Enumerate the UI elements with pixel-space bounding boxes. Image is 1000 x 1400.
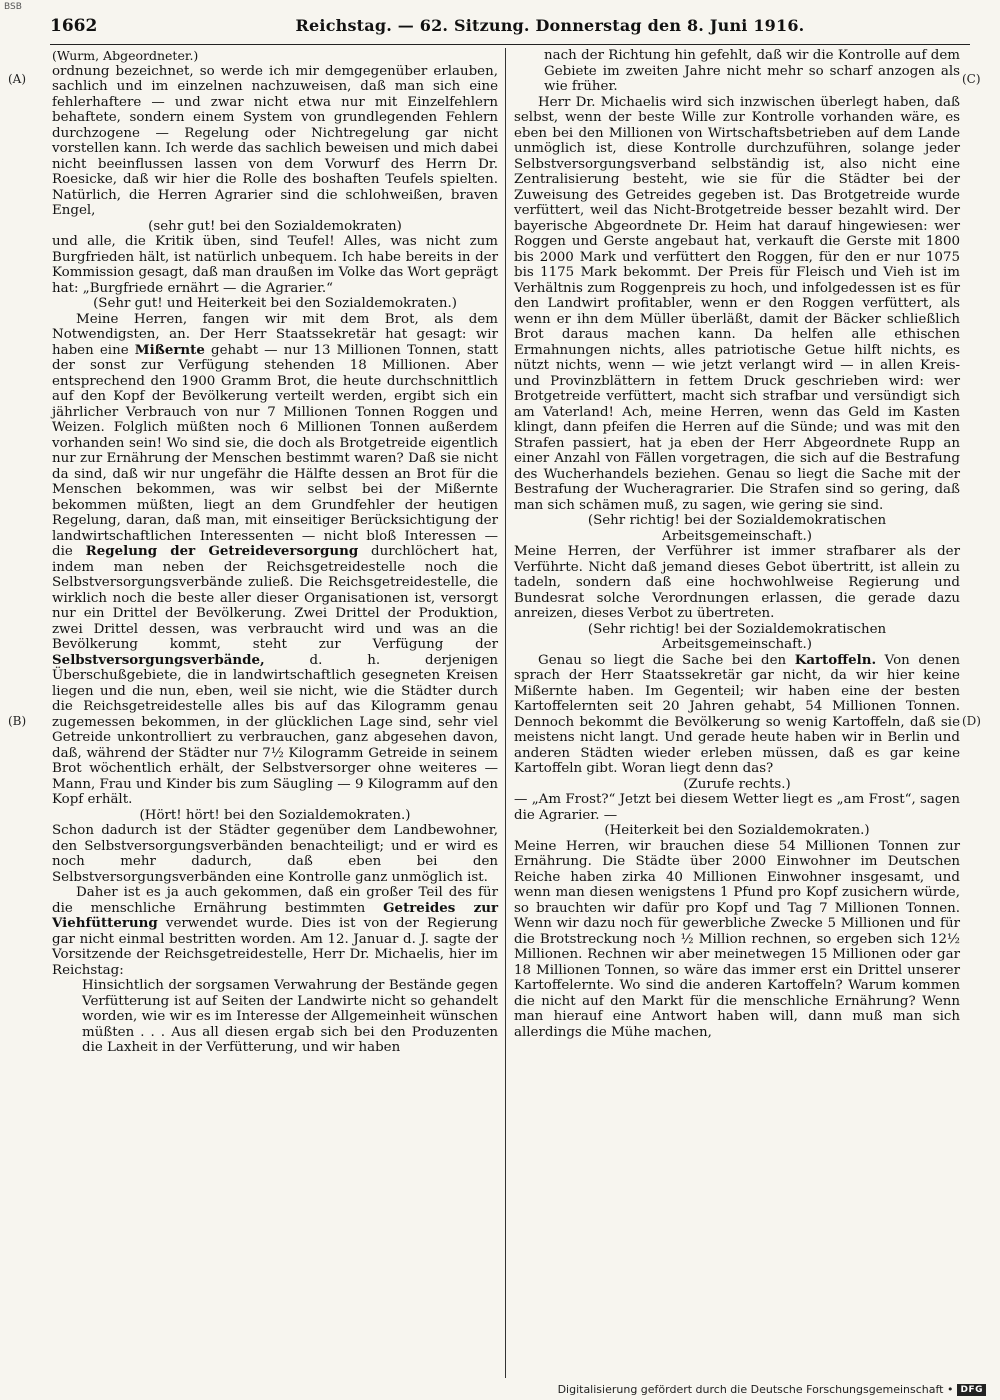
paragraph: — „Am Frost?“ Jetzt bei diesem Wetter liegt es „am Frost“, sagen die Agrarier. — [514, 792, 960, 823]
paragraph: Meine Herren, fangen wir mit dem Brot, als dem Notwendigsten, an. Der Herr Staatssekretär hat gesagt: wir haben eine Mißernte gehabt — nur 13 Millionen Tonnen, statt der sonst zur Verfügung stehenden 18 Millionen. Aber entsprechend den 1900 Gramm Brot, die heute durchschnittlich auf den Kopf der Bevölkerung verteilt werden, ergibt sich ein jährlicher Verbrauch von nur 7 Millionen Tonnen Roggen und Weizen. Folglich müßten noch 6 Millionen Tonnen außerdem vorhanden sein! Wo sind sie, die doch als Brotgetreide eigentlich nur zur Ernährung der Menschen bestimmt waren? Daß sie nicht da sind, daß wir nur ungefähr die Hälfte dessen an Brot für die Menschen bekommen, was wir selbst bei der Mißernte bekommen müßten, liegt an dem Grundfehler der heutigen Regelung, daran, daß man, mit einseitiger Berücksichtigung der landwirtschaftlichen Interessenten — nicht bloß Interessen — die Regelung der Getreideversorgung durchlöchert hat, indem man neben der Reichsgetreidestelle noch die Selbstversorgungsverbände zuließ. Die Reichsgetreidestelle, die wirklich noch die beste aller dieser Organisationen ist, versorgt nur ein Drittel der Bevölkerung. Zwei Drittel der Produktion, zwei Drittel dessen, was verbraucht wird und was an die Bevölkerung kommt, steht zur Verfügung der Selbstversorgungsverbände, d. h. derjenigen Überschußgebiete, die in landwirtschaftlich gesegneten Kreisen liegen und die nun, eben, weil sie nicht, wie die Städter durch die Reichsgetreidestelle alles bis auf das Kilogramm genau zugemessen bekommen, in der glücklichen Lage sind, sehr viel Getreide unkontrolliert zu verbrauchen, ganz abgesehen davon, daß, während der Städter nur 7½ Kilogramm Getreide in seinem Brot wöchentlich erhält, der Selbstversorger ohne weiteres — Mann, Frau und Kinder bis zum Säugling — 9 Kilogramm auf den Kopf erhält. [52, 311, 498, 807]
interjection: (Heiterkeit bei den Sozialdemokraten.) [604, 823, 870, 838]
footer-text: Digitalisierung gefördert durch die Deutsche Forschungsgemeinschaft • [557, 1383, 954, 1396]
emphasis: Regelung der Getreideversorgung [85, 543, 359, 559]
library-mark: BSB [4, 2, 22, 12]
margin-letter-b: (B) [8, 714, 27, 728]
interjection: (Sehr gut! und Heiterkeit bei den Sozialdemokraten.) [93, 296, 457, 311]
paragraph: Schon dadurch ist der Städter gegenüber dem Landbewohner, den Selbstversorgungsverbänden benachteiligt; und er wird es noch mehr dadurch, daß eben bei den Selbstversorgungsverbänden eine Kontrolle ganz unmöglich ist. [52, 823, 498, 885]
margin-letter-d: (D) [962, 714, 981, 728]
footer [558, 1383, 986, 1396]
quotation: nach der Richtung hin gefehlt, daß wir die Kontrolle auf dem Gebiete im zweiten Jahre nicht mehr so scharf anzogen als wie früher. [544, 48, 960, 94]
page-header [50, 16, 970, 45]
paragraph: Meine Herren, wir brauchen diese 54 Millionen Tonnen zur Ernährung. Die Städte über 2000 Einwohner im Deutschen Reiche haben zirka 40 Millionen Einwohner insgesamt, und wenn man diesen wenigstens 1 Pfund pro Kopf zusichern würde, so brauchten wir dafür pro Kopf und Tag 7 Millionen Tonnen. Wenn wir dazu noch für gewerbliche Zwecke 5 Millionen und für die Brotstreckung noch ½ Million rechnen, so ergeben sich 12½ Millionen. Rechnen wir aber meinetwegen 15 Millionen oder gar 18 Millionen Tonnen, so wäre das immer erst ein Drittel unserer Kartoffelernte. Wo sind die anderen Kartoffeln? Warum kommen die nicht auf den Markt für die menschliche Ernährung? Wenn man hierauf eine Antwort haben will, dann muß man sich allerdings die Mühe machen, [514, 838, 960, 1040]
left-column [52, 48, 498, 1056]
running-head: Reichstag. — 62. Sitzung. Donnerstag den 8. Juni 1916. [295, 16, 805, 35]
margin-letter-a: (A) [8, 72, 27, 86]
quotation: Hinsichtlich der sorgsamen Verwahrung der Bestände gegen Verfütterung ist auf Seiten der Landwirte nicht so gehandelt worden, wie wir es im Interesse der Allgemeinheit wünschen müßten . . . Aus all diesen ergab sich bei den Produzenten die Laxheit in der Verfütterung, und wir haben [82, 978, 498, 1055]
right-column [514, 48, 960, 1040]
paragraph: Herr Dr. Michaelis wird sich inzwischen überlegt haben, daß selbst, wenn der beste Wille zur Kontrolle vorhanden wäre, es eben bei den Millionen von Wirtschaftsbetrieben auf dem Lande unmöglich ist, diese Kontrolle durchzuführen, solange jeder Selbstversorgungsverband selbständig ist, also nicht eine Zentralisierung besteht, wie sie für die Städter bei der Zuweisung des Getreides gegeben ist. Das Brotgetreide wurde verfüttert, weil das Nicht-Brotgetreide besser bezahlt wird. Der bayerische Abgeordnete Dr. Heim hat darauf hingewiesen: wer Roggen und Gerste angebaut hat, verkauft die Gerste mit 1800 bis 2000 Mark und verfüttert den Roggen, für den er nur 1075 bis 1175 Mark bekommt. Der Preis für Fleisch und Vieh ist im Verhältnis zum Roggenpreis zu hoch, und infolgedessen ist es für den Landwirt profitabler, wenn er den Roggen verfüttert, als wenn er ihn dem Müller überläßt, damit der Bäcker schließlich Brot daraus machen kann. Da helfen alle ethischen Ermahnungen nichts, alles patriotische Getue hilft nichts, es nützt nichts, wenn — wie jetzt verlangt wird — in allen Kreis- und Provinzblättern in fettem Druck geschrieben wird: wer Brotgetreide verfüttert, macht sich strafbar und versündigt sich am Vaterland! Ach, meine Herren, wenn das Geld im Kasten klingt, dann pfeifen die Herren auf die Sünde; und was mit den Strafen passiert, hat ja eben der Herr Abgeordnete Rupp an einer Anzahl von Fällen vorgetragen, die sich auf die Bestrafung des Wucherhandels beziehen. Genau so liegt die Sache mit der Bestrafung der Wucheragrarier. Die Strafen sind so gering, daß man sich schämen muß, zu sagen, wie gering sie sind. [514, 94, 960, 513]
margin-letter-c: (C) [962, 72, 981, 86]
emphasis: Mißernte [134, 341, 205, 358]
emphasis: Selbstversorgungsverbände, [52, 651, 265, 668]
paragraph: Daher ist es ja auch gekommen, daß ein großer Teil des für die menschliche Ernährung bestimmten Getreides zur Viehfütterung verwendet wurde. Dies ist von der Regierung gar nicht einmal bestritten worden. Am 12. Januar d. J. sagte der Vorsitzende der Reichsgetreidestelle, Herr Dr. Michaelis, hier im Reichstag: [52, 885, 499, 978]
page-number: 1662 [50, 16, 98, 36]
emphasis: Getreides zur Viehfütterung [52, 899, 499, 931]
interjection: (Sehr richtig! bei der Sozialdemokratischen Arbeitsgemeinschaft.) [587, 621, 887, 652]
dfg-logo-icon: DFG [957, 1384, 986, 1396]
paragraph: Genau so liegt die Sache bei den Kartoffeln. Von denen sprach der Herr Staatssekretär gar nicht, da wir hier keine Mißernte haben. Im Gegenteil; wir haben eine der besten Kartoffelernten seit 20 Jahren gehabt, 54 Millionen Tonnen. Dennoch bekommt die Bevölkerung so wenig Kartoffeln, daß sie meistens nicht langt. Und gerade heute haben wir in Berlin und anderen Städten wieder erleben müssen, daß es gar keine Kartoffeln gibt. Woran liegt denn das? [514, 651, 960, 776]
speaker-label: (Wurm, Abgeordneter.) [52, 48, 199, 63]
paragraph: und alle, die Kritik üben, sind Teufel! Alles, was nicht zum Burgfrieden hält, ist natürlich unbequem. Ich habe bereits in der Kommission gesagt, daß man draußen im Volke das Wort geprägt hat: „Burgfriede ernährt — die Agrarier.“ [52, 234, 498, 296]
paragraph: ordnung bezeichnet, so werde ich mir demgegenüber erlauben, sachlich und im einzelnen nachzuweisen, daß man sich eine fehlerhaftere — und zwar nicht etwa nur mit Einzelfehlern behaftete, sondern einem System von grundlegenden Fehlern durchzogene — Regelung oder Nichtregelung gar nicht vorstellen kann. Ich werde das sachlich beweisen und mich dabei nicht beeinflussen lassen von dem Vorwurf des Herrn Dr. Roesicke, daß wir hier die Rolle des boshaften Teufels spielten. Natürlich, die Herren Agrarier sind die schlohweißen, braven Engel, [52, 63, 498, 218]
interjection: (Sehr richtig! bei der Sozialdemokratischen Arbeitsgemeinschaft.) [587, 513, 887, 544]
interjection: (Zurufe rechts.) [683, 776, 791, 792]
paragraph: Meine Herren, der Verführer ist immer strafbarer als der Verführte. Nicht daß jemand dieses Gebot übertritt, ist allein zu tadeln, sondern daß eine hochwohlweise Regierung und Bundesrat solche Verordnungen erlassen, die gerade dazu anreizen, dieses Verbot zu übertreten. [514, 544, 960, 621]
column-divider [505, 48, 506, 1378]
interjection: (sehr gut! bei den Sozialdemokraten) [148, 218, 402, 234]
emphasis: Kartoffeln. [794, 651, 877, 668]
interjection: (Hört! hört! bei den Sozialdemokraten.) [139, 807, 411, 823]
